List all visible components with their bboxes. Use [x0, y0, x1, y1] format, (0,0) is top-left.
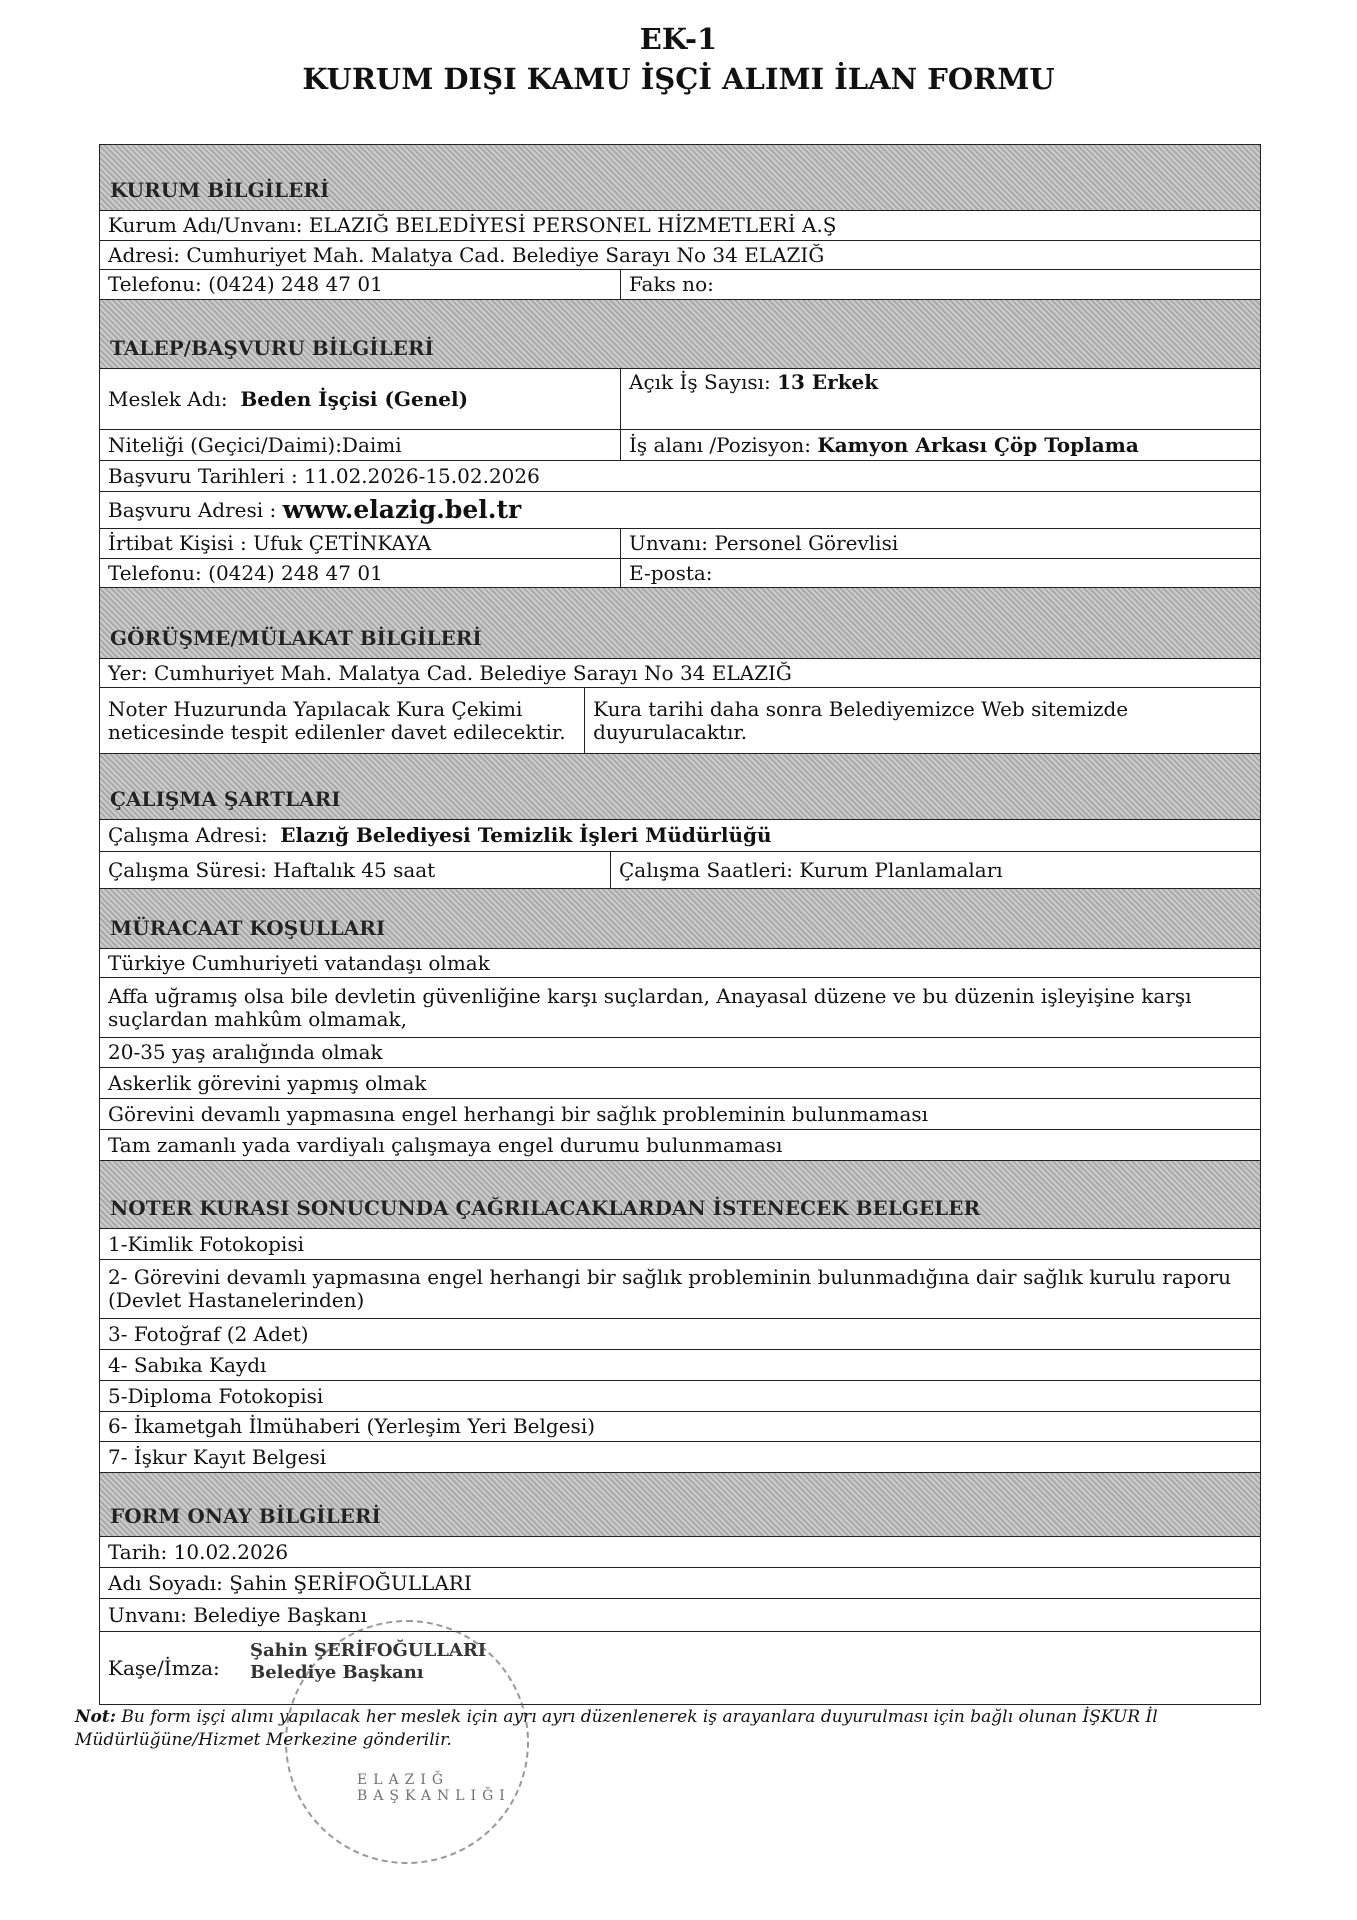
footer-note: Not: Bu form işçi alımı yapılacak her meslek için ayrı ayrı düzenlenerek iş arayanlara duyurulması için bağlı olunan İŞKUR İl Müdürlüğüne/Hizmet Merkezine gönderilir.: [75, 1707, 1158, 1750]
kase-imza: Kaşe/İmza:: [108, 1655, 220, 1680]
kurum-telefon: Telefonu: (0424) 248 47 01: [108, 272, 383, 296]
basvuru-adresi: Başvuru Adresi : www.elazig.bel.tr: [108, 494, 522, 524]
onay-adi: Adı Soyadı: Şahin ŞERİFOĞULLARI: [108, 1570, 472, 1595]
kurum-adres: Adresi: Cumhuriyet Mah. Malatya Cad. Belediye Sarayı No 34 ELAZIĞ: [108, 242, 825, 267]
basvuru-tarihleri: Başvuru Tarihleri : 11.02.2026-15.02.2026: [108, 463, 540, 488]
kosul-item: Askerlik görevini yapmış olmak: [108, 1070, 427, 1095]
irtibat-kisisi: İrtibat Kişisi : Ufuk ÇETİNKAYA: [108, 531, 432, 555]
belge-item: 3- Fotoğraf (2 Adet): [108, 1321, 309, 1346]
announcement-form: [99, 144, 1261, 1705]
kosul-item: 20-35 yaş aralığında olmak: [108, 1040, 383, 1064]
kosul-item: Görevini devamlı yapmasına engel herhangi bir sağlık probleminin bulunmaması: [108, 1101, 929, 1126]
is-alani: İş alanı /Pozisyon: Kamyon Arkası Çöp Toplama: [620, 430, 1147, 460]
document-title: KURUM DIŞI KAMU İŞÇİ ALIMI İLAN FORMU: [302, 62, 1055, 96]
calisma-saatleri: Çalışma Saatleri: Kurum Planlamaları: [610, 852, 1011, 888]
irtibat-unvan: Unvanı: Personel Görevlisi: [620, 529, 906, 558]
section-header-gorusme: GÖRÜŞME/MÜLAKAT BİLGİLERİ: [100, 588, 1260, 659]
kura-tarihi: Kura tarihi daha sonra Belediyemizce Web sitemizde duyurulacaktır.: [584, 688, 1260, 753]
calisma-adresi: Çalışma Adresi: Elazığ Belediyesi Temizlik İşleri Müdürlüğü: [108, 823, 772, 847]
niteligi: Niteliği (Geçici/Daimi):Daimi: [108, 432, 402, 457]
section-header-muracaat: MÜRACAAT KOŞULLARI: [100, 889, 1260, 949]
section-header-kurum: KURUM BİLGİLERİ: [100, 145, 1260, 211]
signature: Şahin ŞERİFOĞULLARI Belediye Başkanı: [250, 1640, 487, 1683]
belge-item: 1-Kimlik Fotokopisi: [108, 1231, 304, 1256]
section-header-calisma: ÇALIŞMA ŞARTLARI: [100, 754, 1260, 820]
section-header-talep: TALEP/BAŞVURU BİLGİLERİ: [100, 300, 1260, 369]
belge-item: 7- İşkur Kayıt Belgesi: [108, 1444, 327, 1469]
calisma-suresi: Çalışma Süresi: Haftalık 45 saat: [108, 857, 436, 882]
eposta: E-posta:: [620, 559, 721, 587]
kurum-faks: Faks no:: [620, 270, 722, 299]
irtibat-telefon: Telefonu: (0424) 248 47 01: [108, 560, 383, 585]
meslek-adi: Meslek Adı: Beden İşçisi (Genel): [108, 386, 469, 411]
document-label: EK-1: [639, 22, 718, 56]
onay-tarih: Tarih: 10.02.2026: [108, 1539, 289, 1564]
onay-unvan: Unvanı: Belediye Başkanı: [108, 1602, 367, 1627]
belge-item: 6- İkametgah İlmühaberi (Yerleşim Yeri Belgesi): [108, 1414, 596, 1438]
section-header-onay: FORM ONAY BİLGİLERİ: [100, 1473, 1260, 1537]
kosul-item: Türkiye Cumhuriyeti vatandaşı olmak: [108, 950, 490, 975]
belge-item: 4- Sabıka Kaydı: [108, 1352, 267, 1377]
belge-item: 2- Görevini devamlı yapmasına engel herhangi bir sağlık probleminin bulunmadığına dair sağlık kurulu raporu (Devlet Hastanelerinden): [108, 1265, 1232, 1312]
section-header-belgeler: NOTER KURASI SONUCUNDA ÇAĞRILACAKLARDAN İSTENECEK BELGELER: [100, 1161, 1260, 1229]
kurum-adi: Kurum Adı/Unvanı: ELAZIĞ BELEDİYESİ PERSONEL HİZMETLERİ A.Ş: [108, 213, 837, 237]
acik-is-sayisi: Açık İş Sayısı: 13 Erkek: [620, 369, 886, 429]
kosul-item: Affa uğramış olsa bile devletin güvenliğine karşı suçlardan, Anayasal düzene ve bu düzenin işleyişine karşı suçlardan mahkûm olmamak,: [108, 983, 1192, 1031]
seal-stamp: ELAZIĞ BAŞKANLIĞI: [285, 1620, 529, 1864]
basvuru-link[interactable]: www.elazig.bel.tr: [282, 494, 522, 524]
belge-item: 5-Diploma Fotokopisi: [108, 1383, 324, 1408]
gorusme-yeri: Yer: Cumhuriyet Mah. Malatya Cad. Belediye Sarayı No 34 ELAZIĞ: [108, 660, 792, 685]
noter-kura: Noter Huzurunda Yapılacak Kura Çekimi neticesinde tespit edilenler davet edilecektir.: [108, 696, 566, 744]
kosul-item: Tam zamanlı yada vardiyalı çalışmaya engel durumu bulunmaması: [108, 1132, 783, 1157]
